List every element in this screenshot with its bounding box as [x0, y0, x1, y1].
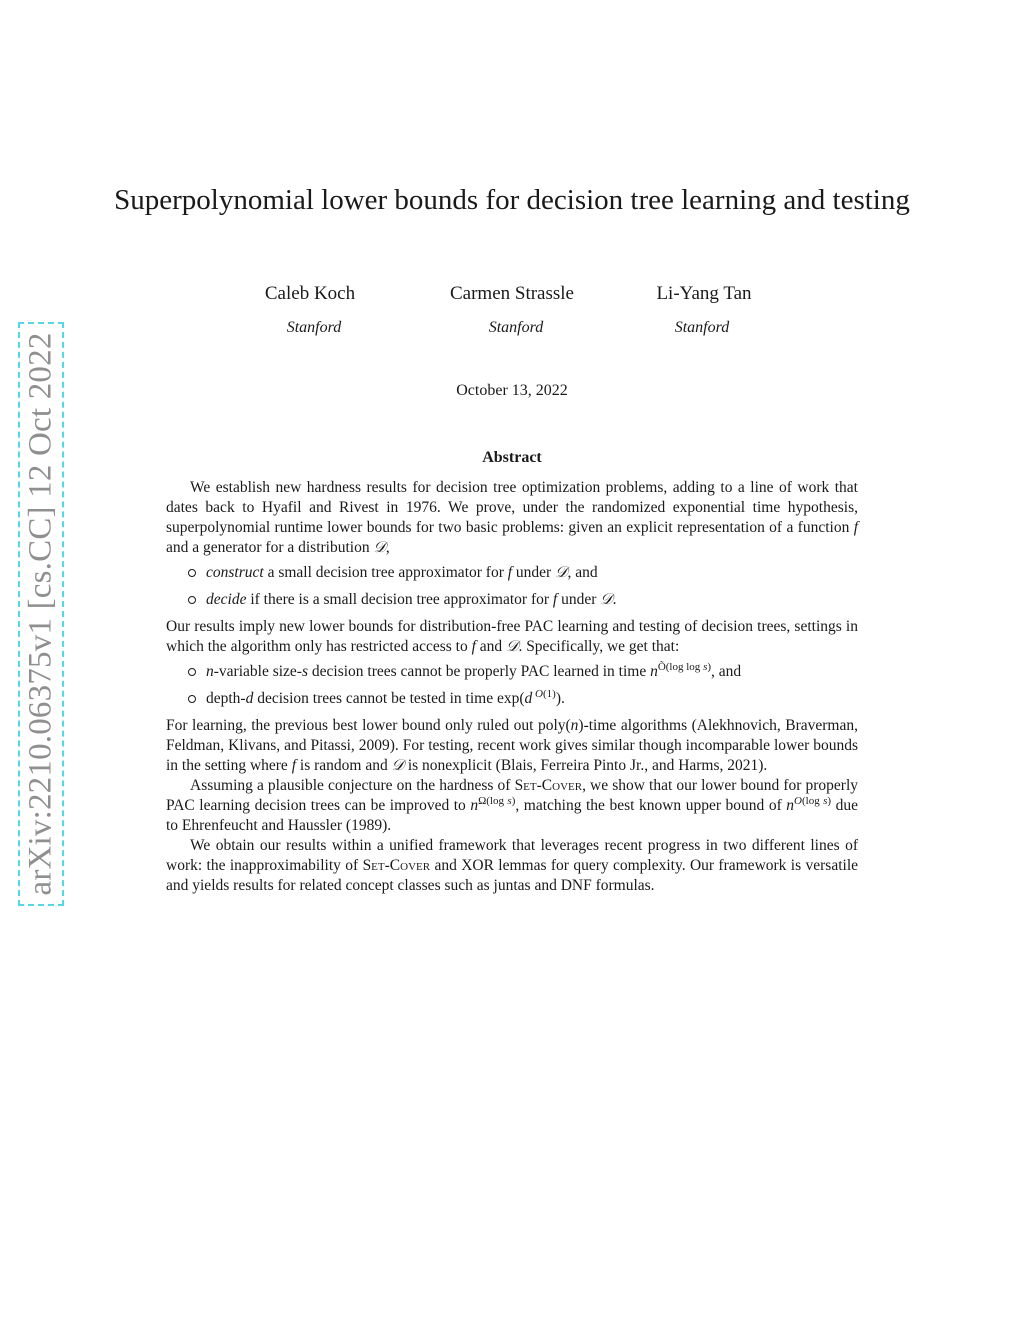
result-list [166, 662, 858, 709]
author-name: Carmen Strassle [449, 283, 574, 304]
author-affiliation: Stanford [488, 319, 544, 336]
abstract-paragraph: We obtain our results within a unified framework that leverages recent progress in two different lines of work: the inapproximability of Set-Cover and XOR lemmas for query complexity. Our framework is versatile and yields results for related concept classes such as juntas and DNF formulas. [166, 837, 859, 894]
author-name: Li-Yang Tan [656, 283, 752, 304]
abstract-heading: Abstract [482, 449, 542, 466]
abstract-paragraph: For learning, the previous best lower bound only ruled out poly(n)-time algorithms (Alekhnovich, Braverman, Feldman, Klivans, and Pitassi, 2009). For testing, recent work gives similar though incomparable lower bounds in the setting where f is random and 𝒟 is nonexplicit (Blais, Ferreira Pinto Jr., and Harms, 2021). [166, 717, 858, 774]
author-name: Caleb Koch [264, 283, 356, 304]
abstract-body [166, 478, 858, 896]
abstract-paragraph: Assuming a plausible conjecture on the hardness of Set-Cover, we show that our lower bound for properly PAC learning decision trees can be improved to $n^{\Omega(log s)}$, matching the best known upper bound of $n^{O(log s)}$ due to Ehrenfeucht and Haussler (1989). [166, 777, 859, 834]
list-item: decide if there is a small decision tree approximator for f under 𝒟. [188, 590, 858, 610]
list-item: depth-d decision trees cannot be tested in time exp(d $^{O(1)}$). [188, 689, 858, 709]
list-item: construct a small decision tree approximator for f under 𝒟, and [188, 563, 858, 583]
paper-date: October 13, 2022 [456, 382, 568, 399]
arxiv-sidebar-stamp [18, 322, 64, 906]
author-affiliation: Stanford [674, 319, 730, 336]
author-affiliation: Stanford [286, 319, 342, 336]
abstract-paragraph: Our results imply new lower bounds for distribution-free PAC learning and testing of decision trees, settings in which the algorithm only has restricted access to f and 𝒟. Specifically, we get that: [166, 618, 858, 655]
abstract-paragraph: We establish new hardness results for decision tree optimization problems, adding to a line of work that dates back to Hyafil and Rivest in 1976. We prove, under the randomized exponential time hypothesis, superpolynomial runtime lower bounds for two basic problems: given an explicit representation of a function f and a generator for a distribution 𝒟, [166, 479, 859, 556]
paper-title: Superpolynomial lower bounds for decision tree learning and testing [114, 184, 910, 216]
arxiv-identifier: arXiv:2210.06375v1 [cs.CC] 12 Oct 2022 [22, 332, 59, 896]
list-item: n-variable size-s decision trees cannot be properly PAC learned in time $n^{Õ(log log s)}$, and [188, 662, 858, 682]
problem-list [166, 563, 858, 610]
